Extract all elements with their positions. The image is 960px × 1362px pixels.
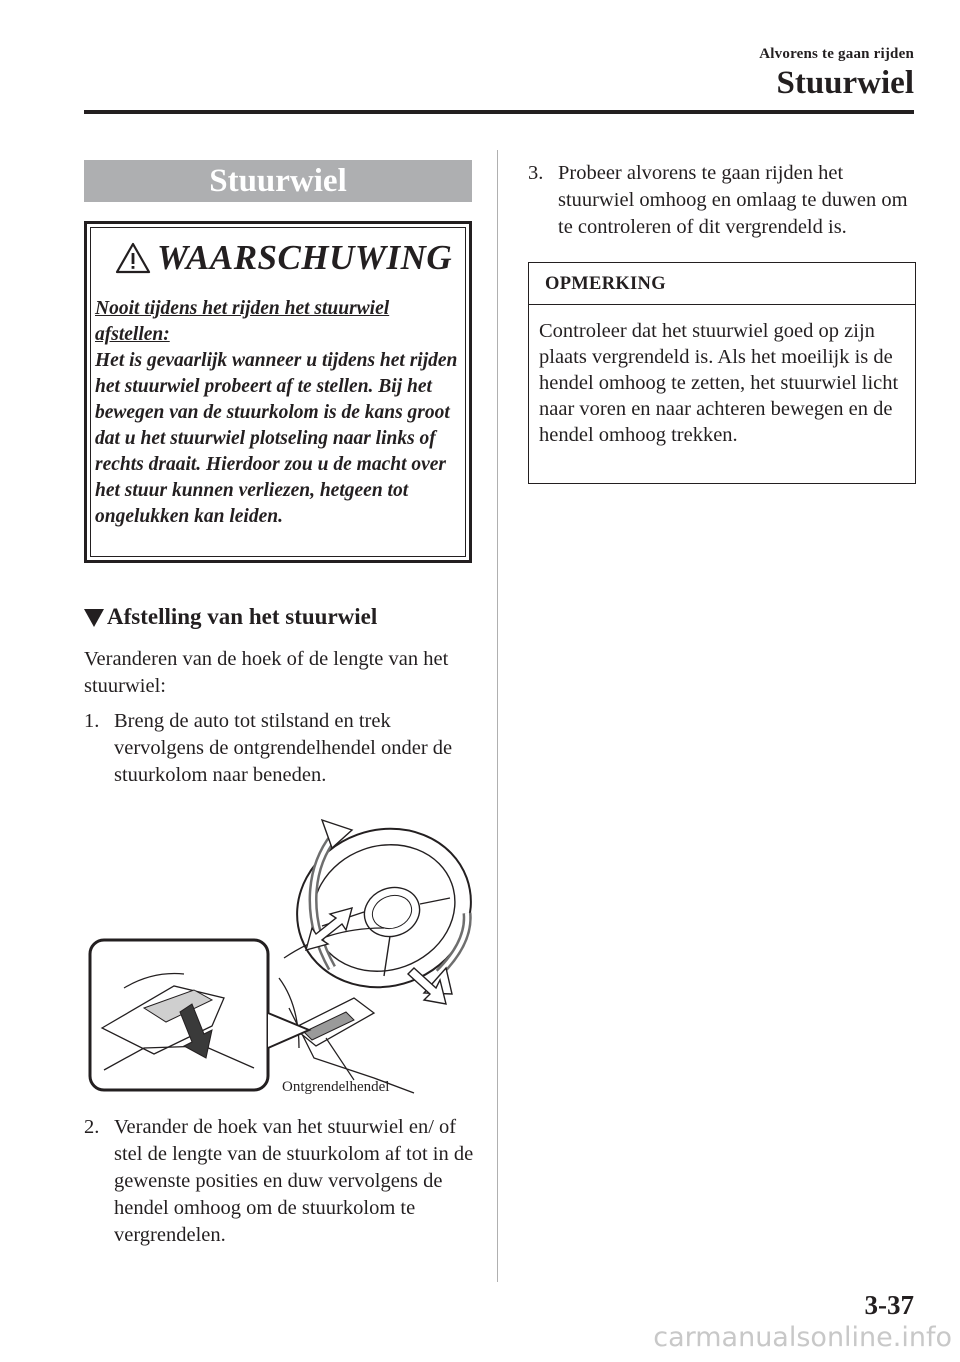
warning-label: WAARSCHUWING [157, 238, 453, 277]
step-number: 1. [84, 710, 100, 732]
step-1 [84, 708, 474, 789]
watermark: carmanualsonline.info [653, 1322, 952, 1353]
steering-wheel-figure [84, 808, 474, 1106]
page-title: Stuurwiel [84, 160, 472, 202]
warning-lead: Nooit tijdens het rijden het stuurwiel afstellen: [95, 298, 390, 345]
release-lever-label: Ontgrendelhendel [282, 1079, 390, 1095]
column-divider [497, 150, 498, 1282]
header-rule [84, 110, 914, 114]
step-2 [84, 1114, 474, 1249]
step-text: Breng de auto tot stilstand en trek vervolgens de ontgrendelhendel onder de stuurkolom naar beneden. [114, 710, 453, 786]
subsection-title: Afstelling van het stuurwiel [107, 604, 378, 629]
step-text: Probeer alvorens te gaan rijden het stuurwiel omhoog en omlaag te duwen om te controleren of dit vergrendeld is. [558, 162, 908, 238]
warning-text [95, 296, 467, 530]
steering-wheel-illustration [84, 808, 474, 1106]
subsection-heading [84, 604, 377, 630]
intro-paragraph: Veranderen van de hoek of de lengte van het stuurwiel: [84, 648, 449, 697]
note-text: Controleer dat het stuurwiel goed op zijn plaats vergrendeld is. Als het moeilijk is de hendel omhoog te zetten, het stuurwiel licht naar voren en naar achteren bewegen en de hendel omhoog trekken. [539, 320, 899, 446]
page-number: 3-37 [864, 1290, 914, 1320]
step-3 [528, 160, 918, 241]
step-number: 3. [528, 162, 544, 184]
chapter-title: Alvorens te gaan rijden [759, 46, 914, 62]
step-number: 2. [84, 1116, 100, 1138]
note-label: OPMERKING [529, 263, 915, 305]
running-head [759, 46, 914, 103]
triangle-down-icon [84, 609, 104, 627]
note-box [528, 262, 916, 484]
warning-triangle-icon [115, 242, 151, 274]
warning-body: Het is gevaarlijk wanneer u tijdens het rijden het stuurwiel probeert af te stellen. Bij het bewegen van de stuurkolom is de kans groot dat u het stuurwiel plotseling naar links of rechts draait. Hierdoor zou u de macht over het stuur kunnen verliezen, hetgeen tot ongelukken kan leiden. [95, 350, 458, 527]
section-title: Stuurwiel [776, 65, 914, 101]
warning-box [84, 221, 472, 563]
step-text: Verander de hoek van het stuurwiel en/ of stel de lengte van de stuurkolom af tot in de gewenste posities en duw vervolgens de hendel omhoog om de stuurkolom te vergrendelen. [114, 1116, 474, 1246]
warning-header [115, 238, 452, 278]
